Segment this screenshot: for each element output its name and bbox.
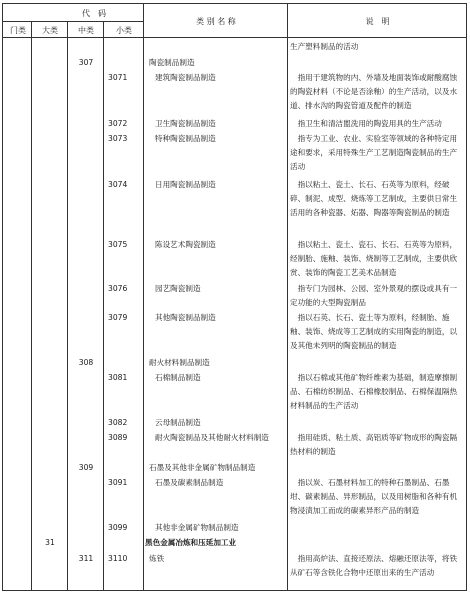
cell-xiao: 3089: [108, 433, 128, 442]
header-code: 代 码: [82, 9, 106, 18]
cell-zhong: 311: [78, 554, 94, 563]
cell-desc: 指以石棉或其他矿物纤维素为基础，制造摩擦制品、石棉纺织制品、石棉橡胶制品、石棉保温隔热材料制品的生产活动: [290, 373, 458, 410]
cell-xiao: 3091: [108, 478, 128, 487]
cell-xiao: 3081: [108, 373, 128, 382]
cell-name: 耐火陶瓷制品及其他耐火材料制造: [155, 433, 269, 442]
cell-xiao: 3082: [108, 418, 128, 427]
header-bottom-line: [3, 37, 466, 38]
col-line-2: [67, 21, 68, 590]
cell-name: 耐火材料制品制造: [149, 358, 210, 367]
classification-table: [2, 3, 467, 591]
cell-xiao: 3073: [108, 134, 128, 143]
cell-zhong: 307: [78, 58, 94, 67]
header-zhong: 中类: [78, 26, 94, 35]
cell-desc: 指用高炉法、直接还原法、熔融还原法等，将铁从矿石等含铁化合物中还原出来的生产活动: [290, 554, 458, 577]
cell-name: 黑色金属冶炼和压延加工业: [145, 538, 237, 547]
cell-xiao: 3071: [108, 73, 128, 82]
cell-xiao: 3076: [108, 284, 128, 293]
cell-desc: 指专门为园林、公园、室外景观的摆设或具有一定功能的大型陶瓷制品: [290, 284, 458, 307]
cell-name: 炼铁: [149, 554, 165, 563]
cell-name: 其他非金属矿物制品制造: [155, 523, 239, 532]
cell-xiao: 3099: [108, 523, 128, 532]
cell-xiao: 3079: [108, 313, 128, 322]
cell-desc: 指用硅质、粘土质、高铝质等矿物成形的陶瓷隔热材料的制造: [290, 433, 458, 456]
cell-zhong: 308: [78, 358, 94, 367]
cell-xiao: 3110: [108, 554, 128, 563]
header-divider-partial: [3, 21, 143, 22]
cell-name: 其他陶瓷制品制造: [155, 313, 216, 322]
cell-name: 园艺陶瓷制造: [155, 284, 201, 293]
col-line-3: [103, 21, 104, 590]
cell-name: 陈设艺术陶瓷制造: [155, 240, 216, 249]
cell-name: 石棉制品制造: [155, 373, 201, 382]
header-da: 大类: [42, 26, 58, 35]
cell-desc: 指用于建筑物的内、外墙及地面装饰或耐酸腐蚀的陶瓷材料（不论是否涂釉）的生产活动，以及水道、排水沟的陶瓷管道及配件的制造: [290, 73, 458, 110]
header-desc: 说 明: [365, 17, 390, 26]
cell-desc: 指以粘土、瓷土、瓷石、长石、石英等为原料，经制胎、施釉、装饰、烧制等工艺制成，主要供欣赏、装饰的陶瓷工艺美术品制造: [290, 240, 458, 277]
cell-xiao: 3074: [108, 180, 128, 189]
header-men: 门类: [10, 26, 26, 35]
cell-name: 云母制品制造: [155, 418, 201, 427]
cell-desc: 指以粘土、瓷土、长石、石英等为原料，经破碎、制泥、成型、烧炼等工艺制成，主要供日常生活用的各种瓷器、炻器、陶器等陶瓷制品的制造: [290, 180, 458, 217]
cell-desc: 指卫生和清洁盥洗用的陶瓷用具的生产活动: [290, 119, 442, 128]
cell-name: 日用陶瓷制品制造: [155, 180, 216, 189]
cell-da: 31: [45, 538, 55, 547]
cell-name: 陶瓷制品制造: [149, 58, 195, 67]
cell-desc: 生产塑料制品的活动: [290, 42, 359, 51]
cell-zhong: 309: [78, 463, 94, 472]
cell-xiao: 3075: [108, 240, 128, 249]
cell-xiao: 3072: [108, 119, 128, 128]
header-name: 类 别 名 称: [196, 17, 236, 26]
cell-desc: 指以炭、石墨材料加工的特种石墨制品、石墨坩、碳素制品、异形制品，以及用树脂和各种有机物浸渍加工而成的碳素异形产品的制造: [290, 478, 458, 515]
col-line-4: [143, 4, 144, 590]
cell-name: 石墨及其他非金属矿物制品制造: [149, 463, 256, 472]
cell-name: 建筑陶瓷制品制造: [155, 73, 216, 82]
cell-name: 特种陶瓷制品制造: [155, 134, 216, 143]
cell-desc: 指以石英、长石、瓷土等为原料，经制胎、施釉、装饰、烧成等工艺制成的实用陶瓷的制造，以及其他未列明的陶瓷制品的制造: [290, 313, 458, 350]
cell-desc: 指专为工业、农业、实验室等领域的各种特定用途和要求，采用特殊生产工艺制造陶瓷制品的生产活动: [290, 134, 458, 171]
cell-name: 卫生陶瓷制品制造: [155, 119, 216, 128]
col-line-5: [287, 4, 288, 590]
header-xiao: 小类: [116, 26, 132, 35]
col-line-1: [31, 21, 32, 590]
cell-name: 石墨及碳素制品制造: [155, 478, 224, 487]
